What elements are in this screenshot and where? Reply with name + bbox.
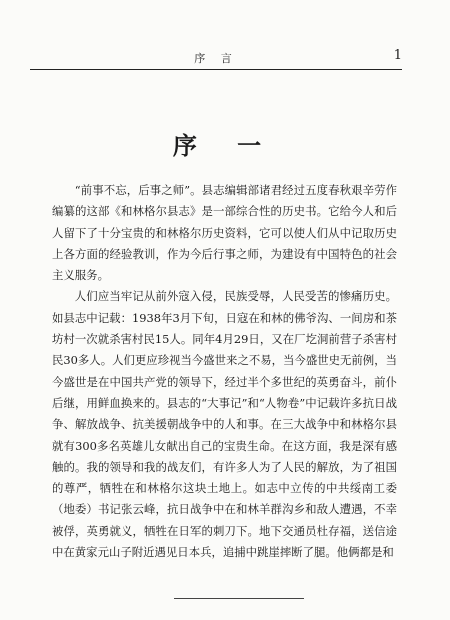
body-text [52, 180, 397, 563]
running-header-title: 序 言 [194, 52, 238, 65]
page-number: 1 [393, 48, 402, 63]
running-header [30, 50, 402, 68]
paragraph: “前事不忘，后事之师”。县志编辑部诸君经过五度春秋艰辛劳作编纂的这部《和林格尔县志》是一部综合性的历史书。它给今人和后人留下了十分宝贵的和林格尔历史资料，它可以使人们从中记取历史上各方面的经验教训，作为今后行事之师，为建设有中国特色的社会主义服务。 [52, 183, 397, 283]
footer-rule [174, 598, 304, 599]
paragraph: 人们应当牢记从前外寇入侵，民族受辱，人民受苦的惨痛历史。如县志中记载：1938年3月下旬，日寇在和林的佛爷沟、一间房和茶坊村一次就杀害村民15人。同年4月29日，又在厂圪洞前营子杀害村民30多人。人们更应珍视当今盛世来之不易，当今盛世史无前例，当今盛世是在中国共产党的领导下，经过半个多世纪的英勇奋斗，前仆后继，用鲜血换来的。县志的“大事记”和“人物卷”中记载许多抗日战争、解放战争、抗美援朝战争中的人和事。在三大战争中和林格尔县就有300多名英雄儿女献出自己的宝贵生命。在这方面，我是深有感触的。我的领导和我的战友们，有许多人为了人民的解放，为了祖国的尊严，牺牲在和林格尔这块土地上。如志中立传的中共绥南工委（地委）书记张云峰，抗日战争中在和林羊群沟乡和敌人遭遇，不幸被俘，英勇就义，牺牲在日军的刺刀下。地下交通员杜存福，送信途中在黄家元山子附近遇见日本兵，追捕中跳崖摔断了腿。他俩都是和 [52, 289, 397, 560]
header-rule [30, 69, 402, 70]
chapter-heading: 序 一 [172, 131, 278, 160]
